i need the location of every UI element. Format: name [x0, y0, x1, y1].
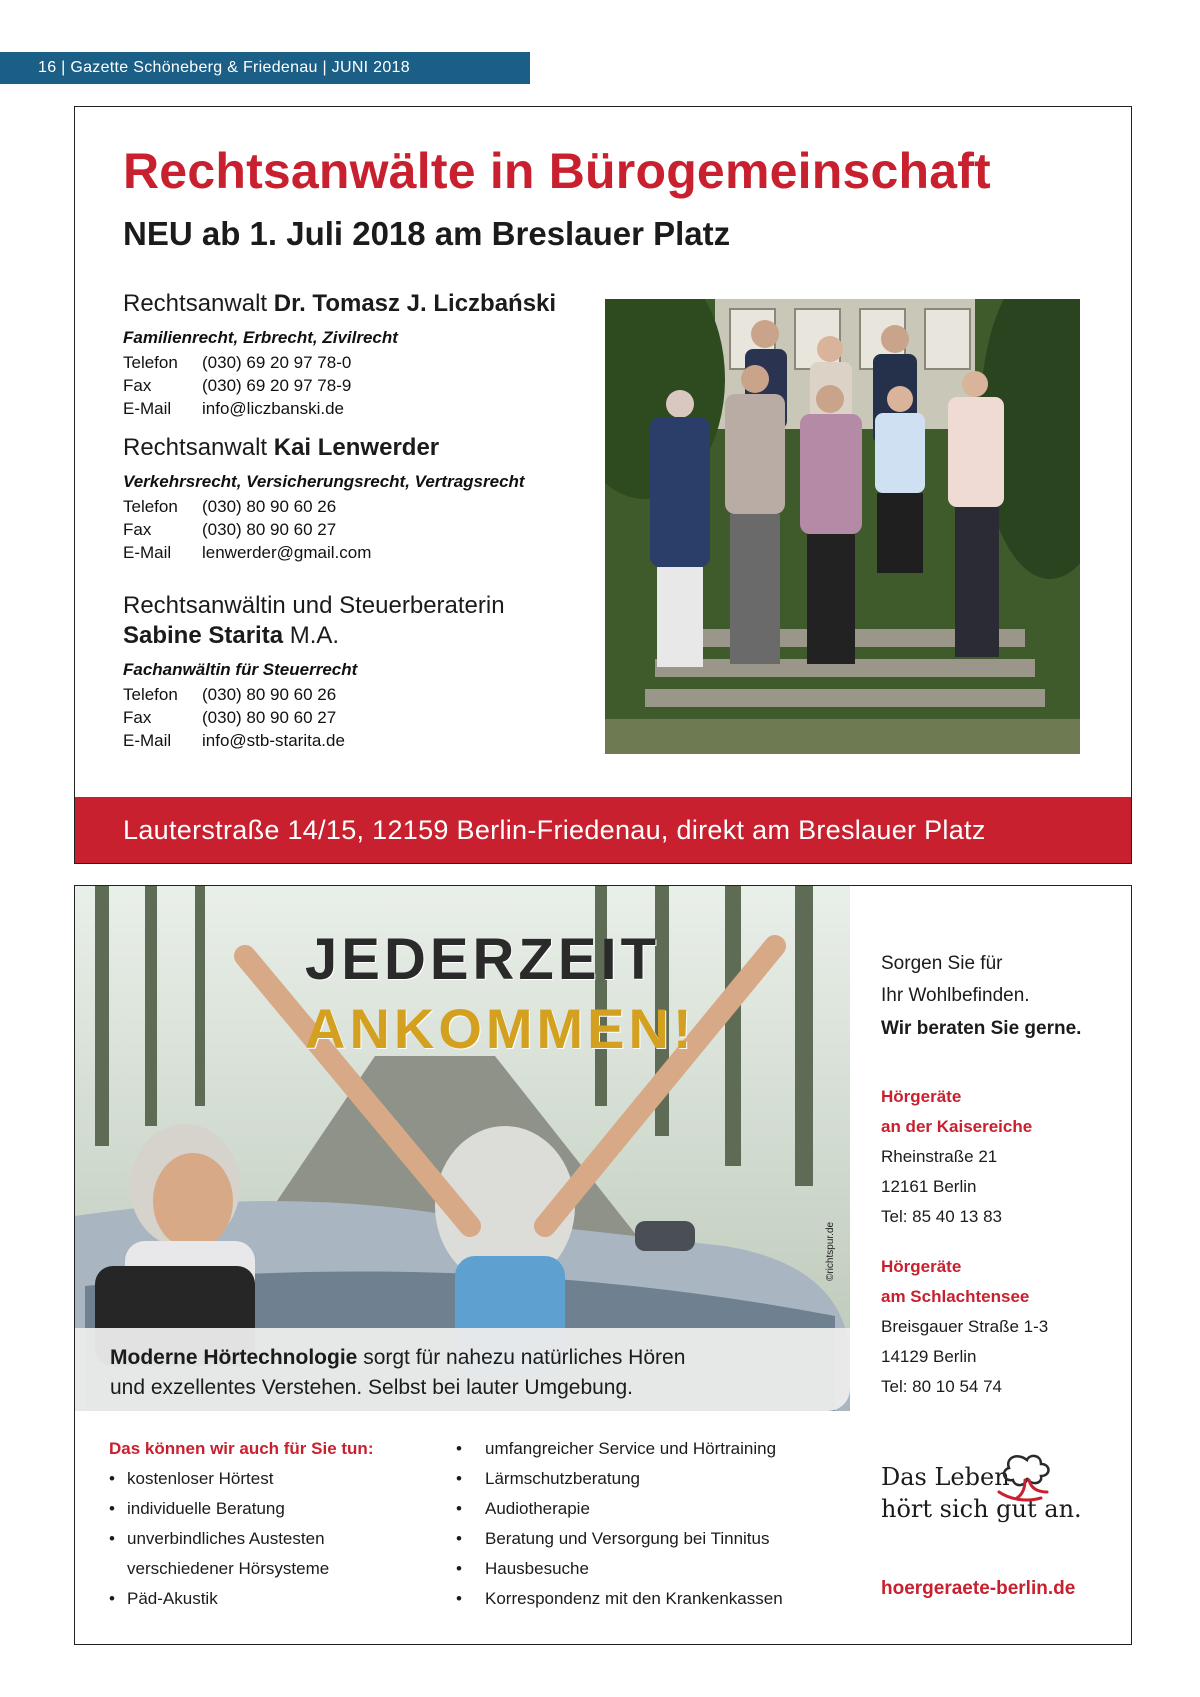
bullet-icon: • — [456, 1589, 462, 1608]
bullet-icon: • — [456, 1469, 462, 1488]
bullet-icon: • — [109, 1469, 115, 1488]
lawyer-specialty: Verkehrsrecht, Versicherungsrecht, Vertragsrecht — [123, 472, 525, 491]
caption-bold: Moderne Hörtechnologie — [110, 1346, 358, 1369]
service-text: kostenloser Hörtest — [127, 1469, 274, 1488]
list-item — [109, 1494, 373, 1524]
address-banner — [75, 797, 1131, 863]
phone-number: (030) 80 90 60 26 — [202, 497, 337, 516]
bullet-icon: • — [456, 1499, 462, 1518]
headline-jederzeit: JEDERZEIT — [305, 927, 661, 992]
bullet-icon: • — [456, 1439, 462, 1458]
lawyer-name-line — [123, 289, 556, 319]
list-item — [456, 1524, 783, 1554]
bullet-icon: • — [456, 1559, 462, 1578]
service-text-continued: verschiedener Hörsysteme — [127, 1559, 330, 1578]
list-item — [109, 1464, 373, 1494]
photo-credit: ©richtspur.de — [825, 1221, 836, 1281]
contact-label: E-Mail — [123, 543, 172, 562]
contact-label: Fax — [123, 376, 152, 395]
contact-label: E-Mail — [123, 399, 172, 418]
ad-title: Rechtsanwälte in Bürogemeinschaft — [123, 143, 991, 199]
ad-subtitle: NEU ab 1. Juli 2018 am Breslauer Platz — [123, 215, 731, 252]
services-list-right — [456, 1434, 783, 1614]
service-text: Korrespondenz mit den Krankenkassen — [485, 1589, 783, 1608]
service-text: Audiotherapie — [485, 1499, 590, 1518]
list-item — [456, 1554, 783, 1584]
lawyer-name-line — [123, 433, 525, 463]
hero-caption — [75, 1328, 850, 1411]
store-kaisereiche — [881, 1082, 1032, 1232]
lawyer-title: Rechtsanwalt — [123, 434, 274, 461]
fax-number: (030) 80 90 60 27 — [202, 520, 337, 539]
bullet-icon: • — [109, 1589, 115, 1608]
email-address: info@stb-starita.de — [202, 731, 345, 750]
hero-image — [75, 886, 850, 1411]
store-schlachtensee — [881, 1252, 1048, 1402]
store-city: 14129 Berlin — [881, 1347, 977, 1366]
contact-label: Telefon — [123, 685, 178, 704]
list-item — [456, 1434, 783, 1464]
services-heading: Das können wir auch für Sie tun: — [109, 1439, 374, 1458]
bullet-icon: • — [109, 1529, 115, 1548]
service-text: umfangreicher Service und Hörtraining — [485, 1439, 777, 1458]
service-text: individuelle Beratung — [127, 1499, 285, 1518]
team-photo-illustration — [605, 299, 1080, 754]
website-link[interactable]: hoergeraete-berlin.de — [881, 1578, 1076, 1599]
lawyer-name-line — [123, 621, 505, 651]
service-text: Hausbesuche — [485, 1559, 589, 1578]
contact-label: Telefon — [123, 353, 178, 372]
phone-number: (030) 80 90 60 26 — [202, 685, 337, 704]
lawyer-degree: M.A. — [283, 622, 340, 649]
bullet-icon: • — [456, 1529, 462, 1548]
store-street: Rheinstraße 21 — [881, 1147, 998, 1166]
team-photo — [605, 299, 1080, 754]
contact-label: Fax — [123, 708, 152, 727]
office-address: Lauterstraße 14/15, 12159 Berlin-Friedenau, direkt am Breslauer Platz — [123, 815, 986, 845]
list-item — [109, 1524, 373, 1554]
contact-label: Telefon — [123, 497, 178, 516]
lawyer-name: Dr. Tomasz J. Liczbański — [273, 290, 557, 317]
hearing-aid-ad — [74, 885, 1132, 1645]
list-item — [456, 1464, 783, 1494]
slogan-line: Das Leben — [881, 1463, 1010, 1491]
services-list-left — [109, 1434, 373, 1614]
email-address: lenwerder@gmail.com — [202, 543, 372, 562]
lawyer-block-lenwerder — [123, 433, 525, 564]
lawyer-block-starita — [123, 591, 505, 752]
lawyer-name: Sabine Starita — [123, 622, 284, 649]
service-text: Lärmschutzberatung — [485, 1469, 640, 1488]
service-text: Beratung und Versorgung bei Tinnitus — [485, 1529, 770, 1548]
headline-ankommen: ANKOMMEN! — [305, 997, 696, 1060]
email-address: info@liczbanski.de — [202, 399, 344, 418]
intro-line: Sorgen Sie für — [881, 953, 1003, 974]
store-city: 12161 Berlin — [881, 1177, 977, 1196]
lawyer-specialty: Familienrecht, Erbrecht, Zivilrecht — [123, 328, 398, 347]
list-item — [456, 1494, 783, 1524]
advice-text: Wir beraten Sie gerne. — [881, 1018, 1082, 1039]
law-office-ad — [74, 106, 1132, 864]
fax-number: (030) 69 20 97 78-9 — [202, 376, 352, 395]
lawyer-block-liczbanski — [123, 289, 556, 420]
store-name: Hörgeräte — [881, 1257, 962, 1276]
store-name: Hörgeräte — [881, 1087, 962, 1106]
fax-number: (030) 80 90 60 27 — [202, 708, 337, 727]
caption-line-1 — [110, 1343, 850, 1373]
ear-tree-logo-icon — [997, 1452, 1057, 1504]
lawyer-title: Rechtsanwalt — [123, 290, 274, 317]
contact-table — [123, 351, 351, 420]
contact-label: E-Mail — [123, 731, 172, 750]
list-item — [456, 1584, 783, 1614]
store-location: am Schlachtensee — [881, 1287, 1030, 1306]
store-phone: Tel: 80 10 54 74 — [881, 1377, 1002, 1396]
contact-table — [123, 683, 345, 752]
store-street: Breisgauer Straße 1-3 — [881, 1317, 1049, 1336]
lawyer-title: Rechtsanwältin und Steuerberaterin — [123, 592, 505, 619]
lawyer-name: Kai Lenwerder — [273, 434, 440, 461]
lawyer-specialty: Fachanwältin für Steuerrecht — [123, 660, 358, 679]
caption-text: sorgt für nahezu natürliches Hören — [357, 1346, 686, 1369]
bullet-icon: • — [109, 1499, 115, 1518]
intro-text — [881, 948, 1030, 1012]
contact-label: Fax — [123, 520, 152, 539]
slogan-line: hört sich gut an. — [881, 1495, 1082, 1523]
store-phone: Tel: 85 40 13 83 — [881, 1207, 1002, 1226]
service-text: Päd-Akustik — [127, 1589, 218, 1608]
store-location: an der Kaisereiche — [881, 1117, 1033, 1136]
intro-line: Ihr Wohlbefinden. — [881, 985, 1030, 1006]
service-text: unverbindliches Austesten — [127, 1529, 325, 1548]
list-item — [109, 1584, 373, 1614]
page-header-text: 16 | Gazette Schöneberg & Friedenau | JUNI 2018 — [38, 59, 410, 76]
contact-table — [123, 495, 371, 564]
page-header-bar — [0, 52, 530, 84]
phone-number: (030) 69 20 97 78-0 — [202, 353, 352, 372]
caption-line-2: und exzellentes Verstehen. Selbst bei lauter Umgebung. — [110, 1376, 634, 1399]
